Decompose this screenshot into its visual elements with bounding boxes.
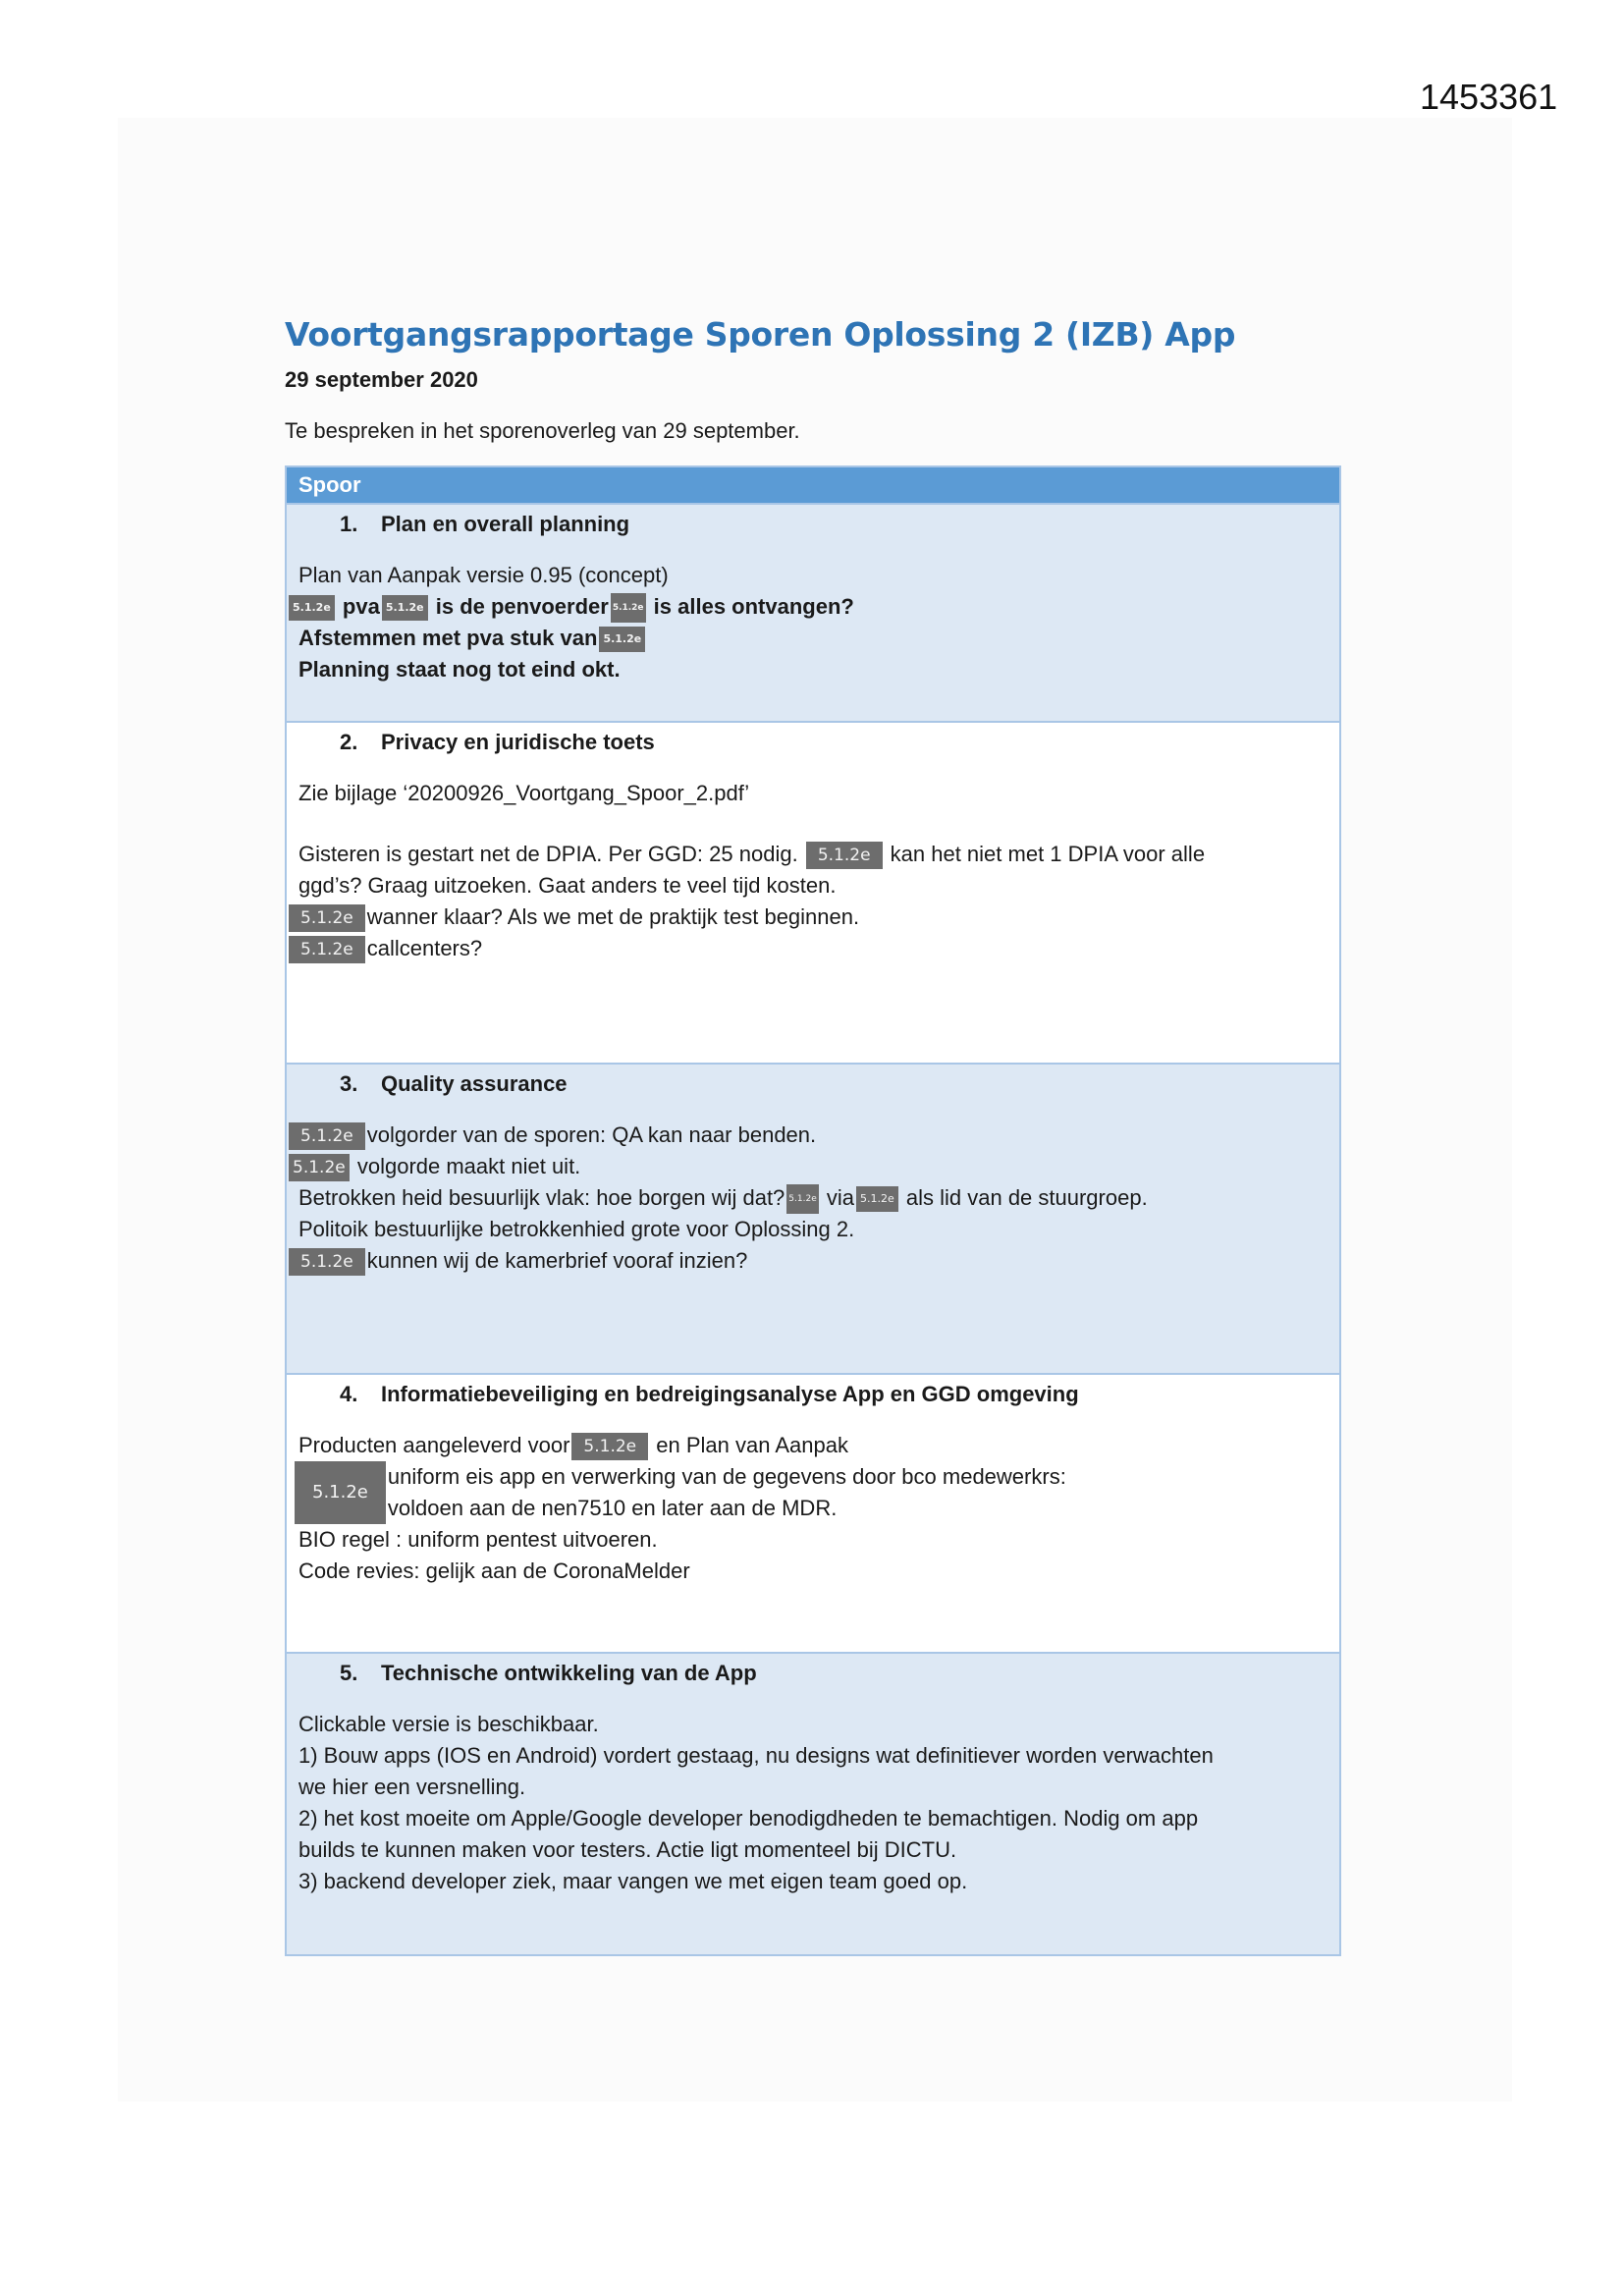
redaction-box: 5.1.2e (571, 1433, 648, 1460)
body-line (287, 902, 1327, 933)
body-line: Planning staat nog tot eind okt. (298, 657, 621, 683)
section-body (293, 560, 1327, 685)
body-line: we hier een versnelling. (298, 1775, 526, 1799)
body-line: ggd’s? Graag uitzoeken. Gaat anders te veel tijd kosten. (298, 873, 837, 898)
section-quality-assurance (287, 1063, 1339, 1373)
section-heading: Technische ontwikkeling van de App (381, 1661, 757, 1685)
section-number: 2. (340, 730, 358, 754)
section-privacy-juridisch (287, 721, 1339, 1063)
section-informatiebeveiliging (287, 1373, 1339, 1652)
redaction-box: 5.1.2e (289, 904, 365, 932)
section-number: 5. (340, 1661, 358, 1685)
table-header: Spoor (287, 467, 1339, 503)
body-line (298, 1182, 1327, 1214)
body-line: Plan van Aanpak versie 0.95 (concept) (298, 563, 669, 587)
section-number: 4. (340, 1382, 358, 1406)
section-technische-ontwikkeling (287, 1652, 1339, 1954)
section-body (298, 778, 1327, 964)
redaction-box: 5.1.2e (806, 842, 883, 869)
body-text: is alles ontvangen? (653, 594, 854, 619)
body-text: volgorde maakt niet uit. (356, 1154, 581, 1178)
redaction-box: 5.1.2e (289, 936, 365, 963)
body-line (287, 933, 1327, 964)
section-body (293, 1120, 1327, 1277)
body-line: voldoen aan de nen7510 en later aan de MDR. (387, 1496, 838, 1520)
body-text: Betrokken heid besuurlijk vlak: hoe borgen wij dat? (298, 1185, 785, 1210)
redaction-box: 5.1.2e (289, 1154, 350, 1181)
body-text: pva (342, 594, 380, 619)
section-plan-en-planning (287, 503, 1339, 721)
spoor-table (285, 465, 1341, 1956)
body-text: via (826, 1185, 854, 1210)
section-title (340, 509, 1327, 540)
body-text: Gisteren is gestart net de DPIA. Per GGD: 25 nodig. (298, 842, 798, 866)
section-number: 3. (340, 1071, 358, 1096)
section-body (298, 1430, 1327, 1587)
body-line: Clickable versie is beschikbaar. (298, 1712, 599, 1736)
section-title (340, 1379, 1327, 1410)
section-title (340, 1658, 1327, 1689)
redaction-box: 5.1.2e (856, 1186, 898, 1212)
body-text: wanner klaar? Als we met de praktijk test beginnen. (366, 904, 860, 929)
body-line (287, 1120, 1327, 1151)
body-line (298, 839, 1327, 870)
body-line: 3) backend developer ziek, maar vangen we met eigen team goed op. (298, 1869, 968, 1893)
body-line (287, 1245, 1327, 1277)
body-line: builds te kunnen maken voor testers. Actie ligt momenteel bij DICTU. (298, 1837, 957, 1862)
body-line: BIO regel : uniform pentest uitvoeren. (298, 1527, 658, 1552)
body-text: en Plan van Aanpak (656, 1433, 848, 1457)
section-body (298, 1709, 1327, 1897)
body-text: volgorder van de sporen: QA kan naar benden. (366, 1122, 817, 1147)
body-line: Zie bijlage ‘20200926_Voortgang_Spoor_2.pdf’ (298, 781, 750, 805)
body-line: Politoik bestuurlijke betrokkenhied grote voor Oplossing 2. (298, 1217, 855, 1242)
body-line (287, 591, 1327, 623)
redaction-box: 5.1.2e (289, 1248, 365, 1276)
section-title (340, 727, 1327, 758)
section-title (340, 1068, 1327, 1100)
body-line: uniform eis app en verwerking van de gegevens door bco medewerkrs: (387, 1464, 1066, 1489)
body-text: kunnen wij de kamerbrief vooraf inzien? (366, 1248, 748, 1274)
section-heading: Plan en overall planning (381, 512, 630, 536)
body-line (298, 1430, 1327, 1461)
redacted-block-text (388, 1461, 1066, 1524)
body-text: Producten aangeleverd voor (298, 1433, 570, 1457)
body-text: als lid van de stuurgroep. (905, 1185, 1148, 1210)
body-text: callcenters? (366, 936, 483, 960)
section-heading: Informatiebeveiliging en bedreigingsanalyse App en GGD omgeving (381, 1382, 1079, 1406)
body-line: 2) het kost moeite om Apple/Google developer benodigdheden te bemachtigen. Nodig om app (298, 1806, 1199, 1831)
body-line (287, 1151, 1327, 1182)
redaction-box: 5.1.2e (382, 595, 428, 621)
document-id: 1453361 (1420, 77, 1558, 117)
redaction-box: 5.1.2e (289, 595, 335, 621)
redacted-block (293, 1461, 1327, 1524)
section-heading: Quality assurance (381, 1071, 568, 1096)
body-line (298, 623, 1327, 654)
redaction-box: 5.1.2e (599, 627, 645, 652)
section-heading: Privacy en juridische toets (381, 730, 655, 754)
intro-text: Te bespreken in het sporenoverleg van 29 september. (285, 418, 800, 443)
document-body (285, 312, 1335, 1956)
redaction-box: 5.1.2e (295, 1461, 386, 1524)
body-text: is de penvoerder (435, 594, 609, 619)
body-line: 1) Bouw apps (IOS en Android) vordert gestaag, nu designs wat definitiever worden verwachten (298, 1743, 1214, 1768)
body-line: Code revies: gelijk aan de CoronaMelder (298, 1558, 690, 1583)
body-text: Afstemmen met pva stuk van (298, 626, 598, 651)
body-text: kan het niet met 1 DPIA voor alle (890, 842, 1206, 866)
redaction-box: 5.1.2e (611, 593, 646, 623)
section-number: 1. (340, 512, 358, 536)
document-title: Voortgangsrapportage Sporen Oplossing 2 (IZB) App (285, 315, 1236, 354)
document-date: 29 september 2020 (285, 367, 478, 392)
redaction-box: 5.1.2e (786, 1184, 818, 1214)
redaction-box: 5.1.2e (289, 1122, 365, 1150)
